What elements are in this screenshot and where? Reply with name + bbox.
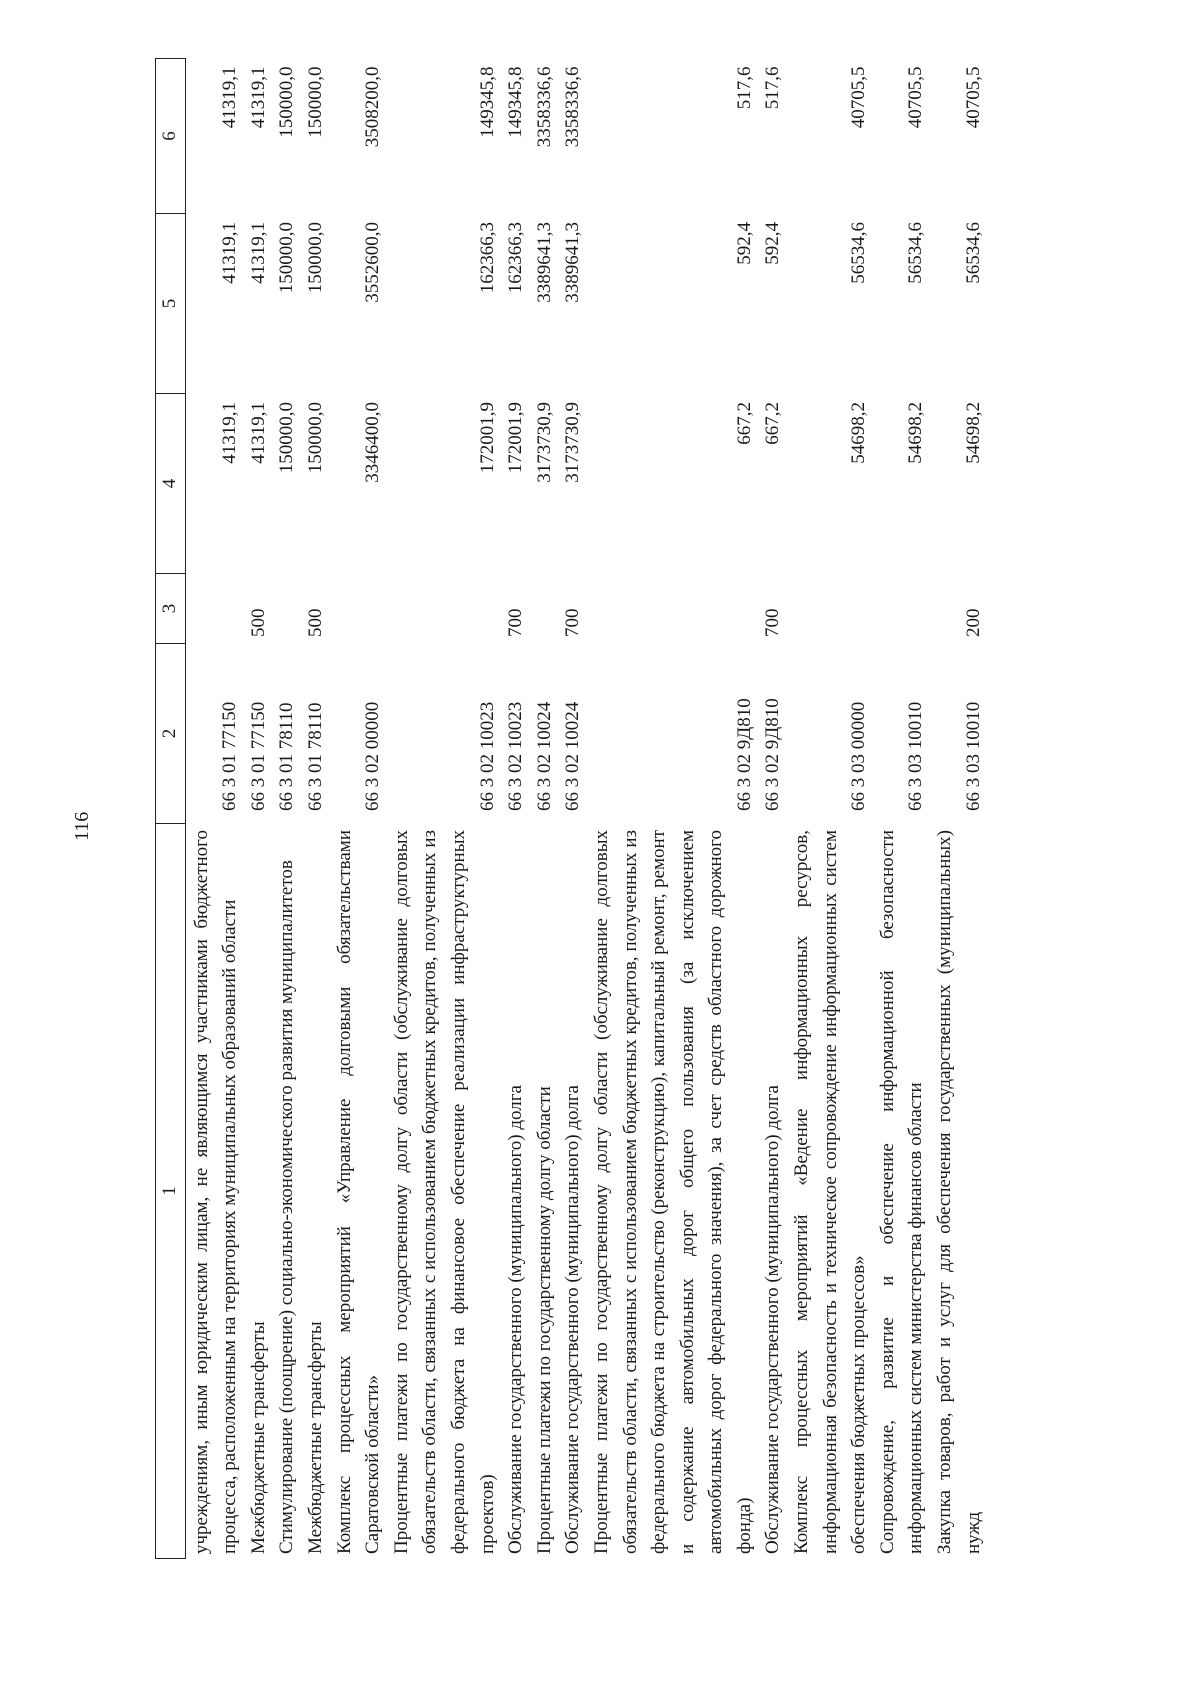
amount-col-6: 41319,1 [219, 66, 241, 129]
expense-type-code [388, 574, 502, 644]
target-article-code: 66 3 02 10023 [505, 701, 527, 811]
table-row [273, 59, 302, 1559]
item-name: Процентные платежи по государственному долгу области (обслуживание долговых обязательств области, связанных с использованием бюджетных кредитов, полученных из федерального бюджета на финансовое обеспечение реализации инфраструктурных проектов) [390, 830, 498, 1554]
table-row [788, 59, 874, 1559]
item-name: Комплекс процессных мероприятий «Ведение информационных ресурсов, информационная безопасность и техническое сопровождение информационных систем обеспечения бюджетных процессов» [791, 830, 870, 1554]
amount-col-6: 40705,5 [905, 66, 927, 129]
budget-table [155, 58, 988, 1559]
expense-type-code [185, 574, 245, 644]
item-name: Процентные платежи по государственному долгу области [533, 1086, 555, 1554]
amount-col-5: 150000,0 [276, 222, 298, 294]
amount-col-5: 41319,1 [219, 222, 241, 284]
header-col-6: 6 [156, 59, 186, 214]
header-row [156, 59, 186, 1559]
item-name: Обслуживание государственного (муниципального) долга [505, 1085, 527, 1554]
amount-col-5: 3389641,3 [562, 222, 584, 303]
amount-col-5: 3389641,3 [533, 222, 555, 303]
amount-col-4: 3173730,9 [533, 402, 555, 483]
item-name: Сопровождение, развитие и обеспечение информационной безопасности информационных систем министерства финансов области [876, 830, 927, 1554]
amount-col-5: 162366,3 [476, 222, 498, 294]
amount-col-6: 150000,0 [276, 66, 298, 138]
target-article-code: 66 3 01 77150 [219, 701, 241, 811]
table-header [156, 59, 186, 1559]
amount-col-4: 54698,2 [905, 402, 927, 464]
amount-col-6: 40705,5 [962, 66, 984, 129]
target-article-code: 66 3 02 10024 [533, 701, 555, 811]
amount-col-4: 3346400,0 [362, 402, 384, 483]
target-article-code: 66 3 03 10010 [905, 701, 927, 811]
table-row [502, 59, 531, 1559]
target-article-code: 66 3 02 00000 [362, 701, 384, 811]
table-row [185, 59, 245, 1559]
rotated-page-content [155, 59, 1085, 1559]
item-name: Обслуживание государственного (муниципального) долга [762, 1085, 784, 1554]
item-name: Закупка товаров, работ и услуг для обеспечения государственных (муниципальных) нужд [934, 830, 984, 1554]
amount-col-6: 149345,8 [505, 66, 527, 138]
item-name: Стимулирование (поощрение) социально-экономического развития муниципалитетов [276, 860, 298, 1554]
amount-col-4: 54698,2 [848, 402, 870, 464]
table-row [388, 59, 502, 1559]
target-article-code: 66 3 01 78110 [304, 702, 326, 811]
header-col-5: 5 [156, 214, 186, 394]
table-row [302, 59, 331, 1559]
item-name: Межбюджетные трансферты [247, 1321, 269, 1554]
table-row [245, 59, 274, 1559]
amount-col-5: 162366,3 [505, 222, 527, 294]
item-name: Межбюджетные трансферты [304, 1321, 326, 1554]
amount-col-6: 40705,5 [848, 66, 870, 129]
amount-col-4: 150000,0 [276, 402, 298, 474]
table-body [185, 59, 988, 1559]
expense-type-code: 700 [505, 608, 527, 637]
expense-type-code: 500 [247, 608, 269, 637]
item-name: Комплекс процессных мероприятий «Управление долговыми обязательствами Саратовской области» [333, 830, 384, 1554]
amount-col-6: 517,6 [762, 66, 784, 110]
amount-col-6: 3508200,0 [362, 66, 384, 148]
amount-col-5: 56534,6 [905, 222, 927, 284]
amount-col-5: 3552600,0 [362, 222, 384, 303]
item-name: Процентные платежи по государственному долгу области (обслуживание долговых обязательств области, связанных с использованием бюджетных кредитов, полученных из федерального бюджета на строительство (реконструкцию), капитальный ремонт, ремонт и содержание автомобильных дорог общего пользования (за исключением автомобильных дорог федерального значения), за счет средств областного дорожного фонда) [590, 830, 755, 1554]
amount-col-4: 54698,2 [962, 402, 984, 464]
header-col-3: 3 [156, 574, 186, 644]
target-article-code: 66 3 03 00000 [848, 701, 870, 811]
amount-col-6: 3358336,6 [562, 66, 584, 148]
target-article-code: 66 3 02 9Д810 [762, 698, 784, 811]
expense-type-code [273, 574, 302, 644]
amount-col-5: 592,4 [762, 222, 784, 265]
target-article-code: 66 3 01 77150 [247, 701, 269, 811]
target-article-code: 66 3 02 9Д810 [733, 698, 755, 811]
amount-col-6: 517,6 [733, 66, 755, 110]
target-article-code: 66 3 02 10024 [562, 701, 584, 811]
expense-type-code: 500 [304, 608, 326, 637]
item-name: учреждениям, иным юридическим лицам, не являющимся участниками бюджетного процесса, расположенным на территориях муниципальных образований области [190, 830, 241, 1554]
amount-col-4: 41319,1 [247, 402, 269, 464]
expense-type-code: 200 [962, 608, 984, 637]
amount-col-4: 172001,9 [476, 402, 498, 474]
expense-type-code [588, 574, 760, 644]
amount-col-5: 56534,6 [848, 222, 870, 284]
amount-col-4: 41319,1 [219, 402, 241, 464]
expense-type-code: 700 [562, 608, 584, 637]
amount-col-6: 3358336,6 [533, 66, 555, 148]
expense-type-code [531, 574, 560, 644]
amount-col-4: 150000,0 [304, 402, 326, 474]
amount-col-4: 3173730,9 [562, 402, 584, 483]
amount-col-5: 56534,6 [962, 222, 984, 284]
target-article-code: 66 3 02 10023 [476, 701, 498, 811]
expense-type-code: 700 [762, 608, 784, 637]
page-number: 116 [71, 811, 93, 841]
amount-col-4: 172001,9 [505, 402, 527, 474]
target-article-code: 66 3 01 78110 [276, 702, 298, 811]
table-row [531, 59, 560, 1559]
table-row [931, 59, 988, 1559]
expense-type-code [331, 574, 388, 644]
expense-type-code [874, 574, 931, 644]
expense-type-code [788, 574, 874, 644]
table-row [874, 59, 931, 1559]
table-row [588, 59, 760, 1559]
amount-col-4: 667,2 [762, 402, 784, 445]
target-article-code: 66 3 03 10010 [962, 701, 984, 811]
header-col-1: 1 [156, 824, 186, 1559]
table-row [559, 59, 588, 1559]
amount-col-5: 41319,1 [247, 222, 269, 284]
table-row [759, 59, 788, 1559]
amount-col-6: 41319,1 [247, 66, 269, 129]
header-col-4: 4 [156, 394, 186, 574]
amount-col-5: 150000,0 [304, 222, 326, 294]
item-name: Обслуживание государственного (муниципального) долга [562, 1085, 584, 1554]
header-col-2: 2 [156, 644, 186, 824]
amount-col-5: 592,4 [733, 222, 755, 265]
amount-col-6: 150000,0 [304, 66, 326, 138]
amount-col-4: 667,2 [733, 402, 755, 445]
table-row [331, 59, 388, 1559]
amount-col-6: 149345,8 [476, 66, 498, 138]
